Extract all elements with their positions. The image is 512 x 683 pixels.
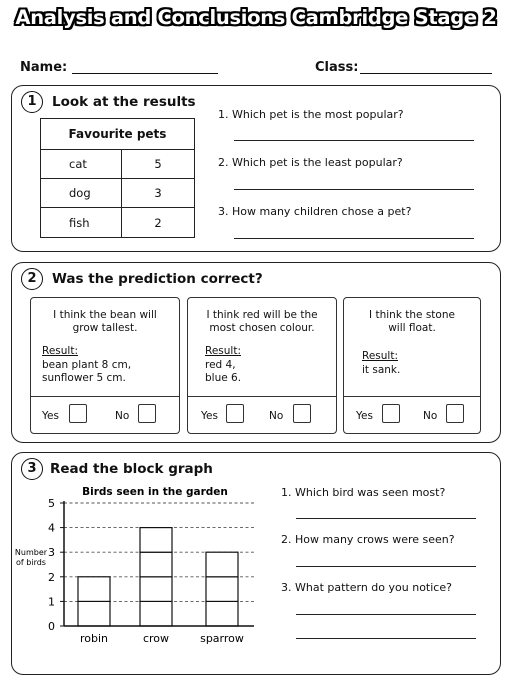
y-tick-label: 0 xyxy=(48,620,55,633)
bar-block-sparrow xyxy=(206,601,238,626)
section-1-heading: Look at the results xyxy=(52,94,196,110)
no-label: No xyxy=(423,410,438,422)
section-2-number: 2 xyxy=(21,268,43,290)
question-2: 2. Which pet is the least popular? xyxy=(218,156,403,169)
bar-block-crow xyxy=(140,528,172,553)
pet-name: dog xyxy=(41,178,122,207)
y-axis-label-line: Number xyxy=(14,548,48,557)
pet-count: 5 xyxy=(122,149,195,178)
y-tick-label: 2 xyxy=(48,570,55,584)
prediction-text: I think the bean will grow tallest. xyxy=(53,309,157,334)
y-axis-label xyxy=(15,548,48,567)
bar-block-sparrow xyxy=(206,552,238,577)
graph-answer-line-3[interactable] xyxy=(296,614,476,615)
y-axis-label-line: of birds xyxy=(16,558,46,567)
x-tick-label: robin xyxy=(79,632,109,645)
graph-question-2: 2. How many crows were seen? xyxy=(281,533,455,546)
yes-label: Yes xyxy=(201,410,218,422)
bar-block-sparrow xyxy=(206,577,238,602)
result-text: it sank. xyxy=(362,364,401,376)
table-title: Favourite pets xyxy=(41,119,195,150)
chart-title: Birds seen in the garden xyxy=(82,486,228,498)
graph-question-1: 1. Which bird was seen most? xyxy=(281,486,446,499)
graph-question-3: 3. What pattern do you notice? xyxy=(281,581,452,594)
pet-name: fish xyxy=(41,208,122,238)
section-3-heading: Read the block graph xyxy=(50,461,213,477)
result-text: red 4, blue 6. xyxy=(205,359,242,384)
yes-label: Yes xyxy=(356,410,373,422)
pet-name: cat xyxy=(41,149,122,178)
bar-block-crow xyxy=(140,577,172,602)
x-tick-label: crow xyxy=(142,632,170,645)
question-1: 1. Which pet is the most popular? xyxy=(218,108,404,121)
name-label: Name: xyxy=(20,60,68,75)
class-label: Class: xyxy=(315,60,359,75)
section-2-heading: Was the prediction correct? xyxy=(52,271,263,287)
bar-block-robin xyxy=(78,601,110,626)
bar-block-robin xyxy=(78,577,110,602)
question-3: 3. How many children chose a pet? xyxy=(218,205,412,218)
yes-label: Yes xyxy=(42,410,59,422)
pet-count: 3 xyxy=(122,178,195,207)
section-1-number: 1 xyxy=(21,91,43,113)
y-tick-label: 1 xyxy=(48,595,55,609)
no-label: No xyxy=(115,410,130,422)
result-label: Result: xyxy=(42,345,78,357)
pet-count: 2 xyxy=(122,208,195,238)
prediction-text: I think red will be the most chosen colour. xyxy=(206,309,318,334)
graph-answer-line-2[interactable] xyxy=(296,566,476,567)
bar-block-crow xyxy=(140,552,172,577)
y-tick-label: 3 xyxy=(48,546,55,560)
result-text: bean plant 8 cm, sunflower 5 cm. xyxy=(42,359,132,384)
y-tick-label: 5 xyxy=(48,497,55,510)
graph-answer-line-4[interactable] xyxy=(296,638,476,639)
prediction-text: I think the stone will float. xyxy=(369,309,455,334)
graph-answer-line-1[interactable] xyxy=(296,518,476,519)
y-tick-label: 4 xyxy=(48,521,55,535)
result-label: Result: xyxy=(205,345,241,357)
section-3-number: 3 xyxy=(21,458,43,480)
result-label: Result: xyxy=(362,350,398,362)
bar-block-crow xyxy=(140,601,172,626)
x-tick-label: sparrow xyxy=(200,632,244,645)
worksheet-title: Analysis and Conclusions Cambridge Stage 2 xyxy=(15,6,497,29)
no-label: No xyxy=(269,410,284,422)
